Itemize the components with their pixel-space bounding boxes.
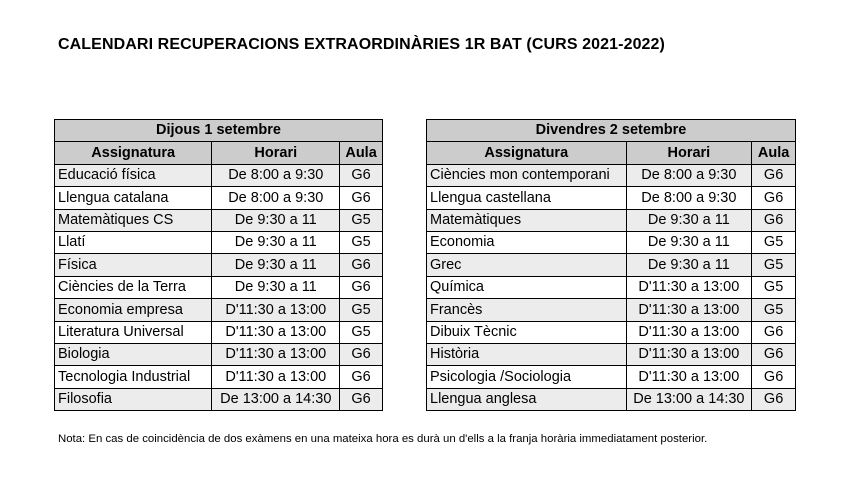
subject-cell: Llengua castellana [427, 187, 627, 209]
time-cell: De 9:30 a 11 [626, 254, 752, 276]
schedule-table-thursday [54, 119, 383, 411]
table-body [427, 164, 796, 410]
table-body [55, 164, 383, 410]
time-cell: De 9:30 a 11 [626, 209, 752, 231]
table-row [427, 321, 796, 343]
subject-cell: Tecnologia Industrial [55, 366, 212, 388]
footnote: Nota: En cas de coincidència de dos exàmens en una mateixa hora es durà un d'ells a la franja horària immediatament posterior. [58, 433, 708, 445]
time-cell: De 9:30 a 11 [212, 209, 340, 231]
page-title: CALENDARI RECUPERACIONS EXTRAORDINÀRIES 1R BAT (CURS 2021-2022) [58, 36, 665, 53]
table-row [55, 343, 383, 365]
time-cell: De 9:30 a 11 [626, 231, 752, 253]
room-cell: G6 [752, 366, 796, 388]
subject-cell: Història [427, 343, 627, 365]
column-header-subject: Assignatura [55, 142, 212, 164]
subject-cell: Química [427, 276, 627, 298]
subject-cell: Llengua anglesa [427, 388, 627, 410]
time-cell: De 13:00 a 14:30 [626, 388, 752, 410]
time-cell: D'11:30 a 13:00 [626, 366, 752, 388]
subject-cell: Francès [427, 299, 627, 321]
room-cell: G5 [340, 209, 383, 231]
table-row [55, 231, 383, 253]
room-cell: G6 [340, 388, 383, 410]
subject-cell: Biologia [55, 343, 212, 365]
subject-cell: Literatura Universal [55, 321, 212, 343]
subject-cell: Educació física [55, 164, 212, 186]
subject-cell: Ciències de la Terra [55, 276, 212, 298]
room-cell: G6 [340, 187, 383, 209]
time-cell: De 8:00 a 9:30 [212, 164, 340, 186]
time-cell: De 9:30 a 11 [212, 231, 340, 253]
room-cell: G5 [752, 231, 796, 253]
subject-cell: Física [55, 254, 212, 276]
table-row [427, 343, 796, 365]
room-cell: G6 [752, 388, 796, 410]
table-row [55, 254, 383, 276]
room-cell: G6 [752, 321, 796, 343]
room-cell: G5 [752, 254, 796, 276]
room-cell: G6 [340, 366, 383, 388]
room-cell: G5 [340, 321, 383, 343]
subject-cell: Matemàtiques [427, 209, 627, 231]
subject-cell: Matemàtiques CS [55, 209, 212, 231]
table-row [55, 209, 383, 231]
table-row [55, 276, 383, 298]
table-row [427, 209, 796, 231]
table-row [427, 276, 796, 298]
subject-cell: Economia [427, 231, 627, 253]
time-cell: D'11:30 a 13:00 [212, 299, 340, 321]
time-cell: D'11:30 a 13:00 [626, 321, 752, 343]
table-row [55, 388, 383, 410]
room-cell: G6 [752, 343, 796, 365]
subject-cell: Llatí [55, 231, 212, 253]
room-cell: G5 [752, 299, 796, 321]
time-cell: D'11:30 a 13:00 [212, 321, 340, 343]
room-cell: G6 [752, 209, 796, 231]
subject-cell: Grec [427, 254, 627, 276]
room-cell: G5 [752, 276, 796, 298]
column-header-room: Aula [752, 142, 796, 164]
time-cell: De 8:00 a 9:30 [626, 164, 752, 186]
table-row [427, 231, 796, 253]
table-row [427, 388, 796, 410]
subject-cell: Llengua catalana [55, 187, 212, 209]
table-row [55, 164, 383, 186]
time-cell: D'11:30 a 13:00 [626, 299, 752, 321]
subject-cell: Psicologia /Sociologia [427, 366, 627, 388]
room-cell: G5 [340, 231, 383, 253]
table-row [427, 164, 796, 186]
time-cell: De 8:00 a 9:30 [626, 187, 752, 209]
table-row [55, 321, 383, 343]
time-cell: De 8:00 a 9:30 [212, 187, 340, 209]
day-header: Divendres 2 setembre [427, 120, 796, 142]
time-cell: D'11:30 a 13:00 [626, 276, 752, 298]
room-cell: G5 [340, 299, 383, 321]
table-row [427, 366, 796, 388]
subject-cell: Ciències mon contemporani [427, 164, 627, 186]
column-header-time: Horari [212, 142, 340, 164]
time-cell: D'11:30 a 13:00 [212, 343, 340, 365]
table-row [427, 254, 796, 276]
room-cell: G6 [340, 276, 383, 298]
table-row [55, 366, 383, 388]
table-row [55, 299, 383, 321]
table-row [427, 299, 796, 321]
time-cell: D'11:30 a 13:00 [212, 366, 340, 388]
column-header-room: Aula [340, 142, 383, 164]
room-cell: G6 [340, 164, 383, 186]
time-cell: De 9:30 a 11 [212, 254, 340, 276]
table-row [427, 187, 796, 209]
column-header-subject: Assignatura [427, 142, 627, 164]
subject-cell: Filosofia [55, 388, 212, 410]
subject-cell: Economia empresa [55, 299, 212, 321]
subject-cell: Dibuix Tècnic [427, 321, 627, 343]
time-cell: D'11:30 a 13:00 [626, 343, 752, 365]
schedule-table-friday [426, 119, 796, 411]
column-header-time: Horari [626, 142, 752, 164]
table-row [55, 187, 383, 209]
room-cell: G6 [752, 187, 796, 209]
time-cell: De 9:30 a 11 [212, 276, 340, 298]
time-cell: De 13:00 a 14:30 [212, 388, 340, 410]
room-cell: G6 [340, 254, 383, 276]
room-cell: G6 [752, 164, 796, 186]
day-header: Dijous 1 setembre [55, 120, 383, 142]
room-cell: G6 [340, 343, 383, 365]
